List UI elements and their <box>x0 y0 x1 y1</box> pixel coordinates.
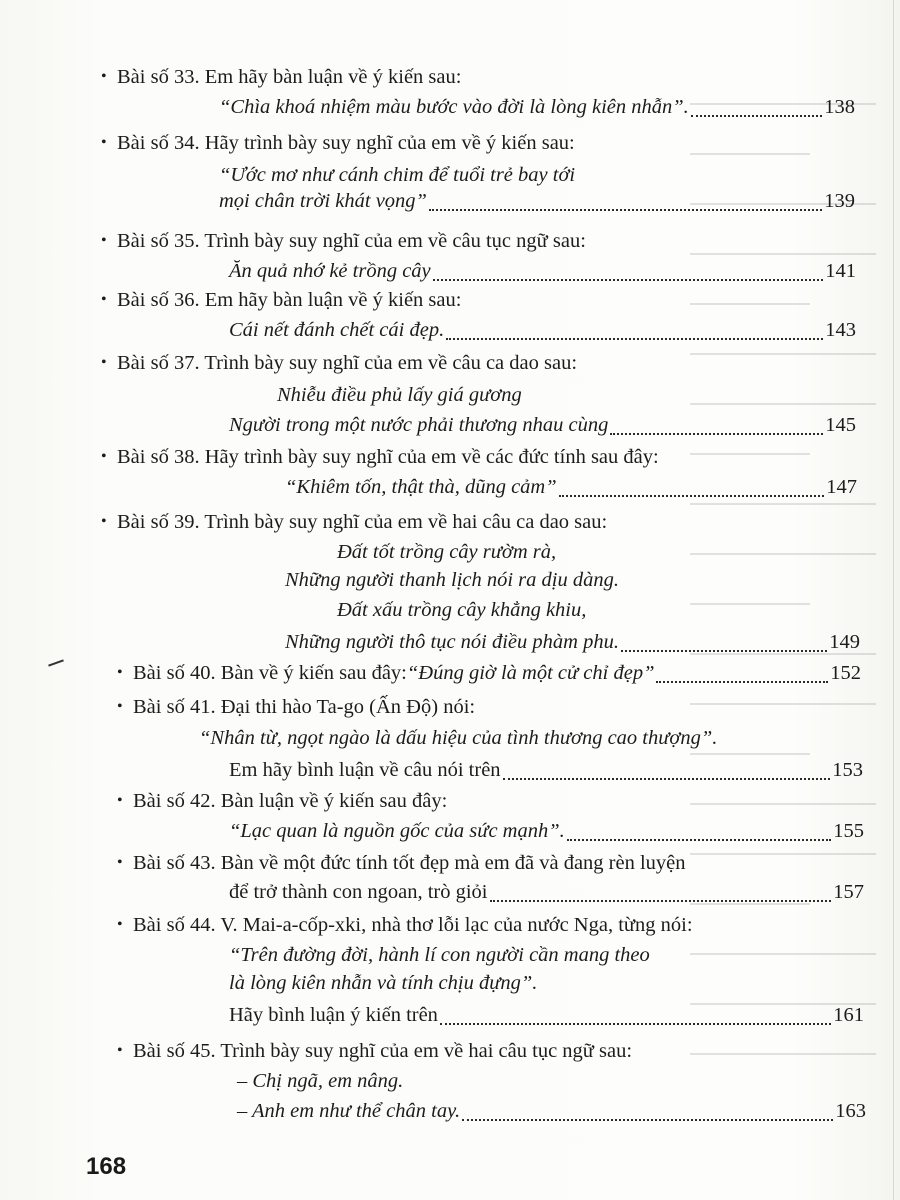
bullet-icon: • <box>101 354 107 371</box>
toc-entry-line <box>219 186 855 216</box>
toc-entry-heading <box>101 348 578 378</box>
toc-entry-line: Nhiễu điều phủ lấy giá gương <box>277 384 522 406</box>
heading-text: Bài số 36. Em hãy bàn luận về ý kiến sau: <box>117 289 462 311</box>
heading-text: Bài số 43. Bàn về một đức tính tốt đẹp mà em đã và đang rèn luyện <box>133 852 686 874</box>
toc-entry-heading <box>117 692 476 722</box>
pen-mark <box>48 659 64 666</box>
bullet-icon: • <box>101 291 107 308</box>
page-ref: 163 <box>835 1100 866 1122</box>
leader-dots <box>440 1023 831 1025</box>
page-ref: 155 <box>833 820 864 842</box>
page-ref: 149 <box>829 631 860 653</box>
heading-text: Bài số 33. Em hãy bàn luận về ý kiến sau: <box>117 66 462 88</box>
toc-entry-line: Đất tốt trồng cây rườm rà, <box>337 541 557 563</box>
entry-line-text: Những người thô tục nói điều phàm phu. <box>285 631 619 653</box>
entry-line-text: Hãy bình luận ý kiến trên <box>229 1004 438 1026</box>
heading-text: Bài số 41. Đại thi hào Ta-go (Ấn Độ) nói: <box>133 696 476 718</box>
page-ref: 141 <box>825 260 856 282</box>
page-ref: 143 <box>825 319 856 341</box>
leader-dots <box>490 900 832 902</box>
toc-entry-line: – Chị ngã, em nâng. <box>237 1070 404 1092</box>
entry-line-text: Người trong một nước phải thương nhau cùng <box>229 414 609 436</box>
heading-text: Bài số 39. Trình bày suy nghĩ của em về hai câu ca dao sau: <box>117 511 608 533</box>
toc-entry-line <box>285 472 857 502</box>
page-ref: 147 <box>826 476 857 498</box>
entry-line-text: mọi chân trời khát vọng” <box>219 190 427 212</box>
toc-entry-line: “Nhân từ, ngọt ngào là dấu hiệu của tình thương cao thượng”. <box>199 727 718 749</box>
bullet-icon: • <box>101 232 107 249</box>
entry-line-text: Em hãy bình luận về câu nói trên <box>229 759 501 781</box>
page-ref: 139 <box>824 190 855 212</box>
bullet-icon: • <box>117 1042 123 1059</box>
bullet-icon: • <box>117 916 123 933</box>
page-ref: 152 <box>830 662 861 684</box>
bullet-icon: • <box>101 513 107 530</box>
leader-dots <box>433 279 824 281</box>
toc-entry-line <box>229 256 856 286</box>
toc-entry-heading <box>117 848 686 878</box>
page-ref: 161 <box>833 1004 864 1026</box>
toc-entry-line <box>229 816 864 846</box>
leader-dots <box>462 1119 833 1121</box>
leader-dots <box>503 778 831 780</box>
toc-entry-heading <box>101 507 608 537</box>
heading-text: Bài số 35. Trình bày suy nghĩ của em về câu tục ngữ sau: <box>117 230 586 252</box>
entry-line-text: để trở thành con ngoan, trò giỏi <box>229 881 488 903</box>
leader-dots <box>691 115 822 117</box>
toc-entry-heading <box>117 910 693 940</box>
bullet-icon: • <box>101 134 107 151</box>
page-number: 168 <box>86 1153 127 1180</box>
heading-text: Bài số 38. Hãy trình bày suy nghĩ của em về các đức tính sau đây: <box>117 446 659 468</box>
toc-entry-heading <box>117 786 448 816</box>
leader-dots <box>621 650 827 652</box>
heading-text: Bài số 34. Hãy trình bày suy nghĩ của em về ý kiến sau: <box>117 132 575 154</box>
page-ref: 145 <box>825 414 856 436</box>
bullet-icon: • <box>101 448 107 465</box>
heading-text: Bài số 42. Bàn luận về ý kiến sau đây: <box>133 790 448 812</box>
leader-dots <box>567 839 831 841</box>
heading-text: Bài số 45. Trình bày suy nghĩ của em về hai câu tục ngữ sau: <box>133 1040 633 1062</box>
bullet-icon: • <box>117 792 123 809</box>
toc-entry-line <box>229 1000 864 1030</box>
page-ref: 157 <box>833 881 864 903</box>
entry-line-text: Cái nết đánh chết cái đẹp. <box>229 319 445 341</box>
toc-entry-line <box>229 755 863 785</box>
toc-entry-heading <box>117 1036 633 1066</box>
entry-line-text: Ăn quả nhớ kẻ trồng cây <box>229 260 431 282</box>
toc-entry-heading <box>101 226 586 256</box>
bullet-icon: • <box>117 854 123 871</box>
page-edge <box>893 0 894 1200</box>
heading-text: Bài số 44. V. Mai-a-cốp-xki, nhà thơ lỗi lạc của nước Nga, từng nói: <box>133 914 693 936</box>
entry-line-text: “Chìa khoá nhiệm màu bước vào đời là lòng kiên nhẫn”. <box>219 96 689 118</box>
heading-text: Bài số 40. Bàn về ý kiến sau đây: <box>133 662 407 684</box>
bleed-through-text <box>680 55 900 1135</box>
page-ref: 153 <box>832 759 863 781</box>
toc-entry-line <box>229 410 856 440</box>
leader-dots <box>446 338 823 340</box>
leader-dots <box>610 433 823 435</box>
page-ref: 138 <box>824 96 855 118</box>
entry-line-text: “Lạc quan là nguồn gốc của sức mạnh”. <box>229 820 565 842</box>
toc-entry-heading <box>101 285 462 315</box>
toc-entry-line: Đất xấu trồng cây khẳng khiu, <box>337 599 587 621</box>
toc-entry-line <box>229 315 856 345</box>
toc-entry-heading <box>117 658 861 688</box>
toc-entry-heading <box>101 62 462 92</box>
heading-quote: “Đúng giờ là một cử chỉ đẹp” <box>406 662 655 684</box>
toc-entry-line <box>237 1096 866 1126</box>
toc-entry-line: là lòng kiên nhẫn và tính chịu đựng”. <box>229 972 538 994</box>
bullet-icon: • <box>101 68 107 85</box>
toc-entry-line <box>285 627 860 657</box>
bullet-icon: • <box>117 664 123 681</box>
bullet-icon: • <box>117 698 123 715</box>
leader-dots <box>559 495 825 497</box>
toc-entry-line: Những người thanh lịch nói ra dịu dàng. <box>285 569 619 591</box>
leader-dots <box>656 681 828 683</box>
toc-entry-heading <box>101 128 575 158</box>
entry-line-text: – Anh em như thể chân tay. <box>237 1100 461 1122</box>
entry-line-text: “Khiêm tốn, thật thà, dũng cảm” <box>285 476 557 498</box>
heading-text: Bài số 37. Trình bày suy nghĩ của em về câu ca dao sau: <box>117 352 578 374</box>
toc-entry-line: “Trên đường đời, hành lí con người cần mang theo <box>229 944 650 966</box>
toc-entry-line <box>219 92 855 122</box>
toc-entry-line <box>229 877 864 907</box>
toc-entry-line: “Ước mơ như cánh chim để tuổi trẻ bay tới <box>219 164 576 186</box>
toc-entry-heading <box>101 442 659 472</box>
leader-dots <box>429 209 822 211</box>
